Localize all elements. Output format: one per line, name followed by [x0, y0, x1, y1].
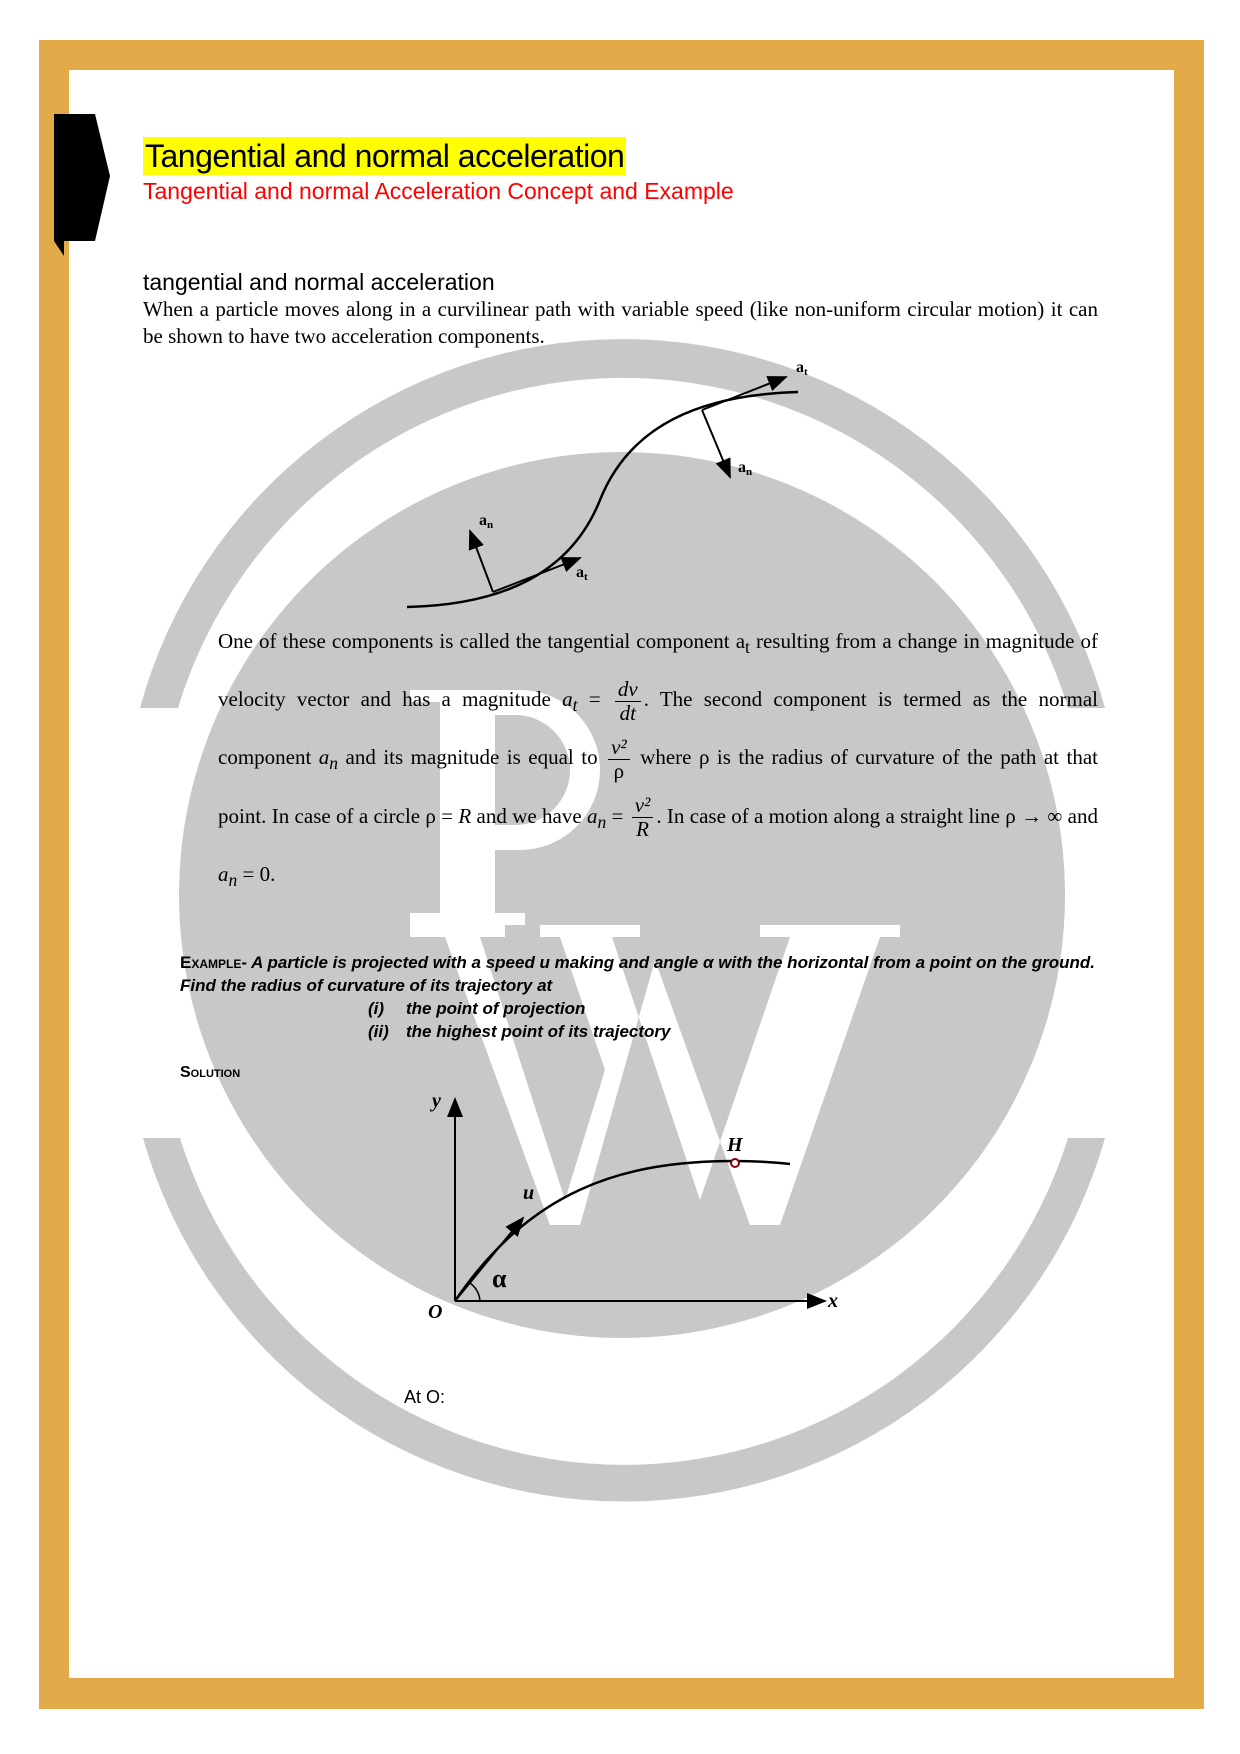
solution-label: Solution	[180, 1063, 241, 1081]
svg-text:H: H	[727, 1133, 743, 1156]
projectile-diagram	[420, 1091, 860, 1331]
intro-paragraph: When a particle moves along in a curvilinear path with variable speed (like non-uniform circular motion) it can be shown to have two acceleration components.	[143, 297, 1098, 348]
svg-text:α: α	[492, 1263, 507, 1293]
components-paragraph: One of these components is called the tangential component $a_t$ resulting from a change in magnitude of velocity vector and has a magnitude $a_t$ = $\frac{dv}{dt}$ . The second component is termed as the normal component $a_n$ and its magnitude is equal to $\frac{\text{v²}}{\rho}$ where ρ is the radius of curvature of the path at that point. In case of a circle ρ = R and we have $a_n$ = $\frac{\text{v²}}{R}$ . In case of a motion along a straight line ρ → ∞ and $a_n = 0$.	[218, 629, 1099, 890]
an-label-lower: an	[479, 512, 494, 531]
content-column	[143, 137, 1098, 1408]
svg-text:O: O	[428, 1300, 443, 1323]
example-item: (ii) the highest point of its trajectory	[368, 1021, 671, 1041]
curvilinear-path-diagram	[400, 360, 840, 615]
dv-dt-fraction: $\frac{dv}{dt}$	[615, 678, 641, 725]
an-label-upper: an	[738, 459, 753, 478]
at-label-upper: at	[796, 360, 808, 378]
example-block: Example- A particle is projected with a speed u making and angle α with the horizontal from a point on the ground. Find the radius of curvature of its trajectory at (i) the point of projection (ii) the highest point of its trajectory	[180, 951, 1098, 1043]
page-subtitle: Tangential and normal Acceleration Concept and Example	[143, 178, 734, 204]
at-label-lower: at	[576, 564, 588, 583]
page-title: Tangential and normal acceleration	[145, 138, 625, 174]
svg-text:u: u	[523, 1181, 535, 1204]
svg-text:x: x	[828, 1289, 838, 1312]
at-o-label: At O:	[404, 1386, 446, 1407]
example-item: (i) the point of projection	[368, 998, 586, 1018]
v2-R-fraction: $\frac{\text{v²}}{R}$	[632, 794, 654, 841]
section-heading: tangential and normal acceleration	[143, 269, 495, 295]
svg-text:y: y	[432, 1090, 441, 1112]
v2-rho-fraction: $\frac{\text{v²}}{\rho}$	[608, 736, 630, 783]
black-tab-marker	[54, 114, 114, 256]
